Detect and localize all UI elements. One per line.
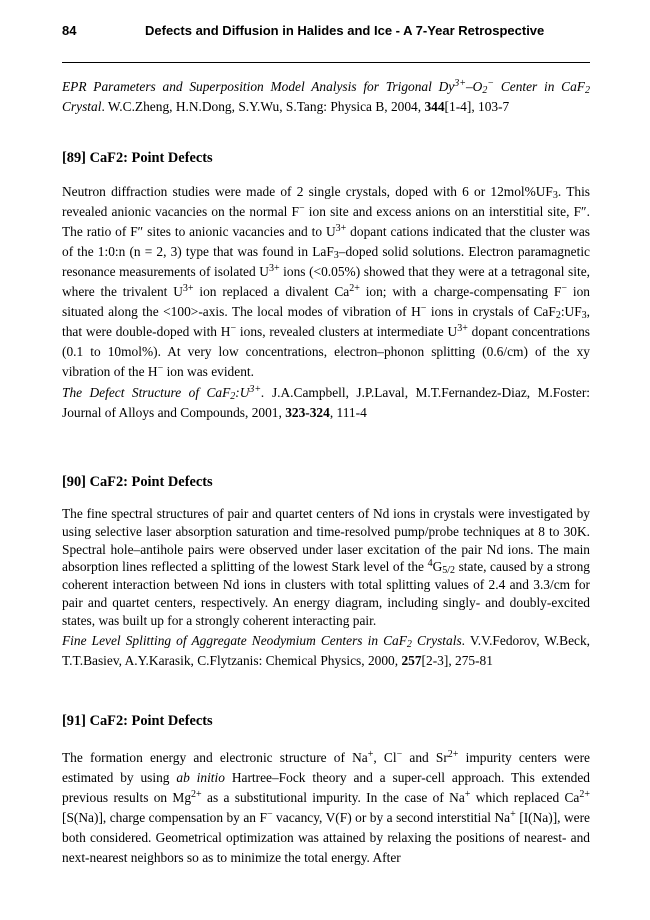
running-title: Defects and Diffusion in Halides and Ice - A 7-Year Retrospective <box>145 23 545 38</box>
entry-90-abstract: The fine spectral structures of pair and quartet centers of Nd ions in crystals were investigated by using selective laser absorption saturation and time-resolved pump/probe techniques at 8 to 30K. Spectral hole–antihole pairs were observed under laser excitation of the pair Nd ions. The main absorption lines reflected a splitting of the lowest Stark level of the $^4G_{5/2}$ state, caused by a strong coherent interaction between Nd ions in clusters with total splitting values of 2.4 and 3.3/cm for pair and quartet centers, respectively. An energy diagram, including singly- and doubly-excited states, was built up for a strongly coherent interacting pair. Fine Level Splitting of Aggregate Neodymium Centers in CaF$_2$ Crystals. V.V.Fedorov, W.Beck, T.T.Basiev, A.Y.Karasik, C.Flytzanis: Chemical Physics, 2000, 257[2-3], 275-81 <box>62 506 590 668</box>
reference-title: EPR Parameters and Superposition Model Analysis for Trigonal $Dy^{3+}-O_2^-$ Center in CaF$_2$ Crystal <box>62 78 590 114</box>
entry-89-heading: [89] CaF2: Point Defects <box>62 150 213 166</box>
reference-title: The Defect Structure of $CaF_2:U^{3+}$. <box>62 384 265 402</box>
entry-91-heading: [91] CaF2: Point Defects <box>62 713 213 729</box>
header-rule <box>62 62 590 63</box>
page-number: 84 <box>62 23 77 38</box>
reference-volume: 257 <box>401 652 422 668</box>
entry-91-abstract: The formation energy and electronic structure of Na+, Cl− and $Sr^{2+}$ impurity centers were estimated by using ab initio Hartree–Fock theory and a super-cell approach. This extended previous results on $Mg^{2+}$ as a substitutional impurity. In the case of Na+ which replaced $Ca^{2+}$ [S(Na)], charge compensation by an F− vacancy, V(F) or by a second interstitial Na+ [I(Na)], were both considered. Geometrical optimization was attained by relaxing the positions of nearest- and next-nearest neighbors so as to minimize the total energy. After <box>62 749 591 865</box>
entry-90-heading: [90] CaF2: Point Defects <box>62 474 213 490</box>
running-header <box>62 21 590 43</box>
reference-volume: 323-324 <box>285 405 330 420</box>
entry-88-reference: EPR Parameters and Superposition Model Analysis for Trigonal $Dy^{3+}-O_2^-$ Center in CaF$_2$ Crystal. W.C.Zheng, H.N.Dong, S.Y.Wu, S.Tang: Physica B, 2004, 344[1-4], 103-7 <box>62 78 590 114</box>
reference-volume: 344 <box>424 99 445 114</box>
entry-89-abstract: Neutron diffraction studies were made of 2 single crystals, doped with 6 or $12mol\%UF_3$. This revealed anionic vacancies on the normal F− ion site and excess anions on an interstitial site, F″. The ratio of F″ sites to anionic vacancies and to $U^{3+}$ dopant cations indicated that the cluster was of the 1:0:n (n = 2, 3) type that was found in LaF$_3$–doped solid solutions. Electron paramagnetic resonance measurements of isolated $U^{3+}$ ions (<0.05%) showed that they were at a tetragonal site, where the trivalent $U^{3+}$ ion replaced a divalent $Ca^{2+}$ ion; with a charge-compensating F− ion situated along the <100>-axis. The local modes of vibration of H− ions in crystals of $CaF_2:UF_3$, that were double-doped with H− ions, revealed clusters at intermediate $U^{3+}$ dopant concentrations (0.1 to 10mol%). At very low concentrations, electron–phonon splitting (0.6/cm) of the xy vibration of the H− ion was evident. The Defect Structure of $CaF_2:U^{3+}$. J.A.Campbell, J.P.Laval, M.T.Fernandez-Diaz, M.Foster: Journal of Alloys and Compounds, 2001, 323-324, 111-4 <box>62 184 591 420</box>
reference-title: Fine Level Splitting of Aggregate Neodymium Centers in CaF$_2$ Crystals <box>62 632 462 650</box>
